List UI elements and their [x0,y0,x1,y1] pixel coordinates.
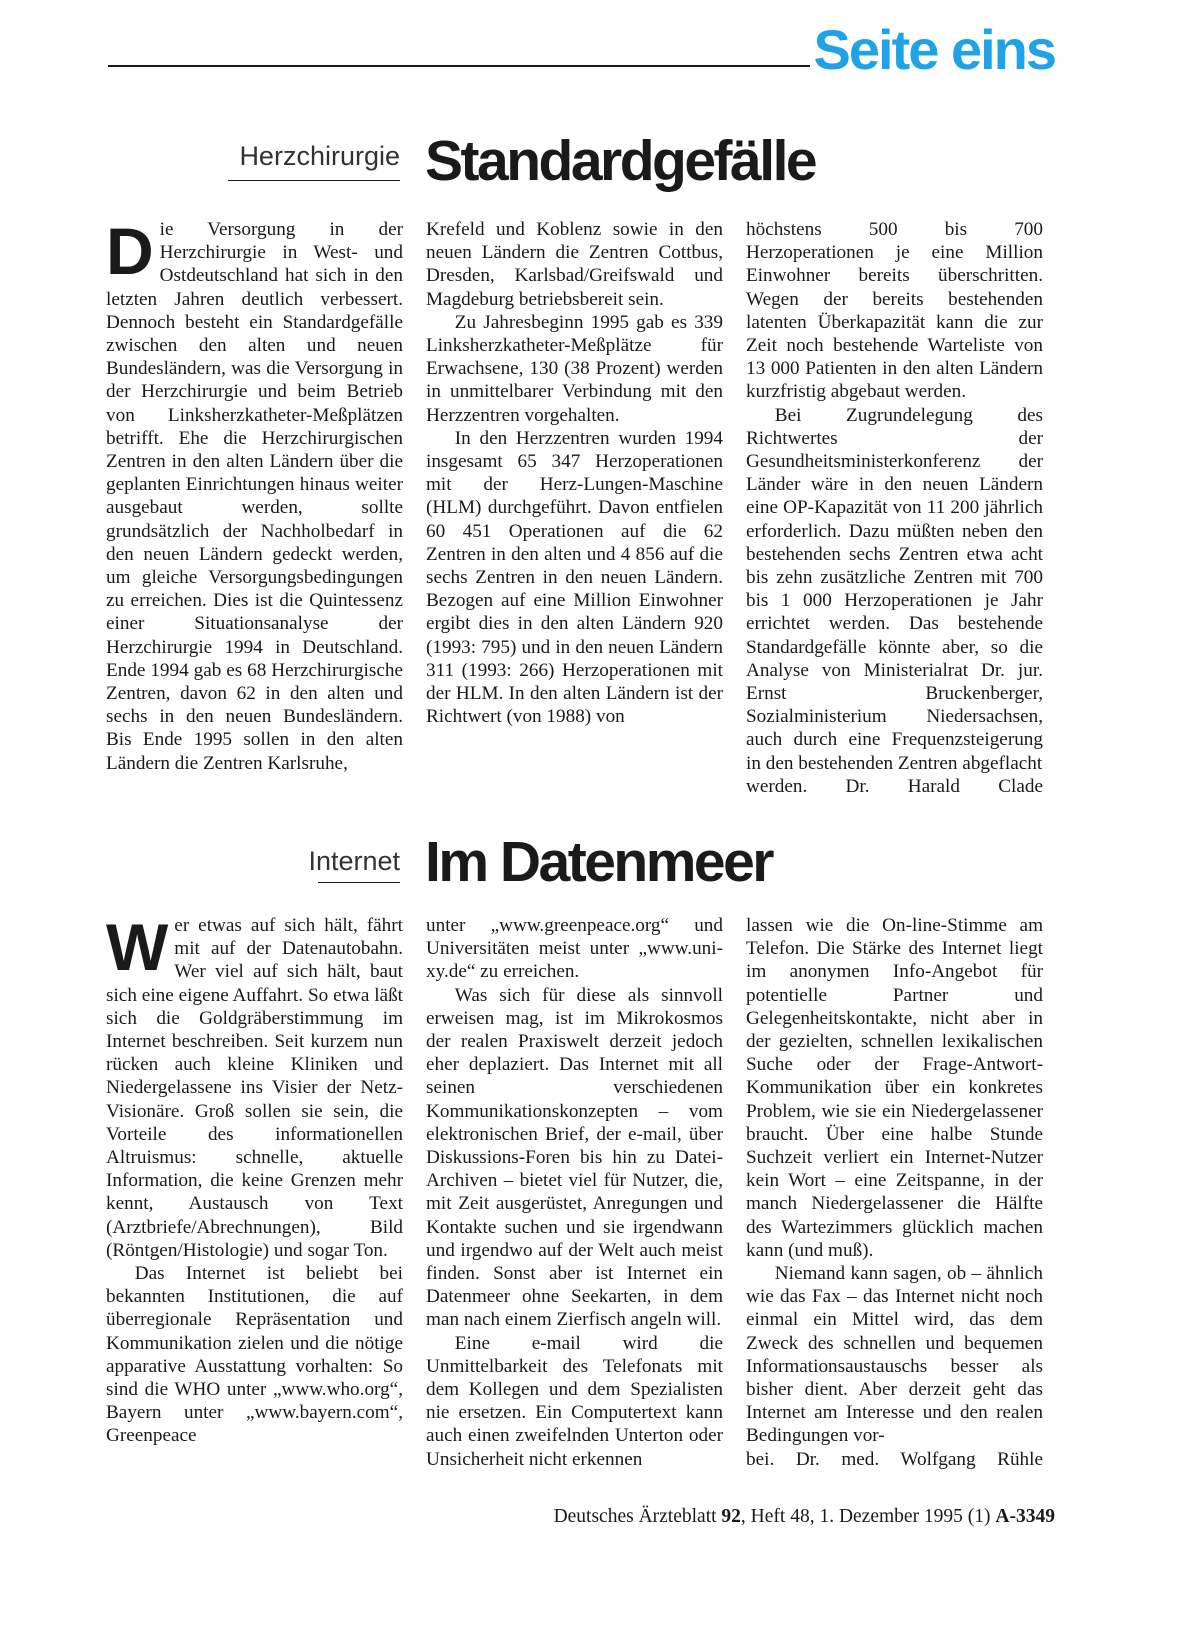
footer-volume: 92 [721,1506,741,1527]
article2-column-2 [426,914,723,1471]
article2-byline [746,1448,1043,1471]
section-label: Seite eins [813,18,1055,81]
article1-col2-paragraph-2: Zu Jahresbeginn 1995 gab es 339 Linksherzkatheter-Meßplätze für Erwachsene, 130 (38 Prozent) werden in unmittelbarer Verbindung mit den Herzzentren vorgehalten. [426,311,723,426]
article2-col2-paragraph-1: unter „www.greenpeace.org“ und Universitäten meist unter „www.uni-xy.de“ zu erreichen. [426,915,723,983]
page-footer [554,1506,1055,1528]
article2-col3-paragraph-1: lassen wie die On-line-Stimme am Telefon. Die Stärke des Internet liegt im anonymen Info-Angebot für potentielle Partner und Gelegenheitskontakte, nicht aber in der gezielten, schnellen lexikalischen Suche oder der Frage-Antwort-Kommunikation über ein konkretes Problem, wie sie ein Niedergelassener braucht. Über eine halbe Stunde Suchzeit verliert ein Internet-Nutzer kein Wort – eine Zeitspanne, in der manch Niedergelassener die Hälfte des Wartezimmers glücklich machen kann (und muß). [746,915,1043,1261]
article2-col2-paragraph-2: Was sich für diese als sinnvoll erweisen mag, ist im Mikrokosmos der realen Praxiswelt derzeit jedoch eher deplaziert. Das Internet mit all seinen verschiedenen Kommunikationskonzepten – vom elektronischen Brief, der e-mail, über Diskussions-Foren bis hin zu Datei-Archiven – bietet viel für Nutzer, die, mit Zeit ausgerüstet, Anregungen und Kontakte suchen und sie irgendwann und irgendwo auf der Welt auch meist finden. Sonst aber ist Internet ein Datenmeer ohne Seekarten, in dem man nach einem Zierfisch angeln will. [426,984,723,1331]
article1-headline: Standardgefälle [425,129,816,193]
article1-kicker-rule [228,180,400,181]
article1-byline [746,775,1043,798]
article1-author: Dr. Harald Clade [845,775,1043,797]
article1-col1-paragraph: Die Versorgung in der Herzchirurgie in West- und Ostdeutschland hat sich in den letzten Jahren deutlich verbessert. Dennoch besteht ein Standardgefälle zwischen den alten und neuen Bundesländern, was die Versorgung in der Herzchirurgie und beim Betrieb von Linksherzkatheter-Meßplätzen betrifft. Ehe die Herzchirurgischen Zentren in den alten Ländern über die geplanten Einrichtungen hinaus weiter ausgebaut werden, sollte grundsätzlich der Nachholbedarf in den neuen Ländern gedeckt werden, um gleiche Versorgungsbedingungen zu erreichen. Dies ist die Quintessenz einer Situationsanalyse der Herzchirurgie 1994 in Deutschland. Ende 1994 gab es 68 Herzchirurgische Zentren, davon 62 in den alten und sechs in den neuen Bundesländern. Bis Ende 1995 sollen in den alten Ländern die Zentren Karlsruhe, [106,214,403,774]
article1-kicker: Herzchirurgie [239,141,400,171]
article2-col1-paragraph-1: Wer etwas auf sich hält, fährt mit auf der Datenautobahn. Wer viel auf sich hält, baut sich eine eigene Auffahrt. So etwa läßt sich die Goldgräberstimmung im Internet beschreiben. Seit kurzem nun rücken auch kleine Kliniken und Niedergelassene ins Visier der Netz-Visionäre. Groß sollen sie sein, die Vorteile des informationellen Altruismus: schnelle, aktuelle Information, die keine Grenzen mehr kennt, Austausch von Text (Arztbriefe/Abrechnungen), Bild (Röntgen/Histologie) und sogar Ton. [106,910,403,1261]
article1-dropcap: D [106,214,154,288]
article2-column-1 [106,910,403,1448]
article2-col2-paragraph-3: Eine e-mail wird die Unmittelbarkeit des Telefonats mit dem Kollegen und dem Spezialisten nie ersetzen. Ein Computertext kann auch einen zweifelnden Unterton oder Unsicherheit nicht erkennen [426,1332,723,1470]
article1-col2-paragraph-1: Krefeld und Koblenz sowie in den neuen Ländern die Zentren Cottbus, Dresden, Karlsbad/Greifswald und Magdeburg betriebsbereit sein. [426,219,723,310]
footer-journal: Deutsches Ärzteblatt [553,1506,717,1527]
article1-column-2 [426,218,723,728]
article1-col3-paragraph-1: höchstens 500 bis 700 Herzoperationen je eine Million Einwohner bereits überschritten. Wegen der bereits bestehenden latenten Überkapazität kann die zur Zeit noch bestehende Warteliste von 13 000 Patienten in den alten Ländern kurzfristig abgebaut werden. [746,219,1043,403]
article2-kicker: Internet [308,846,400,876]
article1-col2-paragraph-3: In den Herzzentren wurden 1994 insgesamt 65 347 Herzoperationen mit der Herz-Lungen-Maschine (HLM) durchgeführt. Davon entfielen 60 451 Operationen auf die 62 Zentren in den alten und 4 856 auf die sechs Zentren in den neuen Ländern. Bezogen auf eine Million Einwohner ergibt dies in den alten Ländern 920 (1993: 795) und in den neuen Ländern 311 (1993: 266) Herzoperationen mit der HLM. In den alten Ländern ist der Richtwert (von 1988) von [426,427,723,728]
article2-col3-paragraph-2: Niemand kann sagen, ob – ähnlich wie das Fax – das Internet nicht noch einmal ein Mittel wird, das dem Zweck des schnellen und bequemen Informationsaustauschs besser als bisher dient. Aber derzeit geht das Internet am Interesse und den realen Bedingungen vor- [746,1263,1043,1447]
article2-headline: Im Datenmeer [425,830,772,894]
footer-page-number: A-3349 [995,1506,1055,1527]
article1-column-3 [746,218,1043,798]
footer-issue-date: , Heft 48, 1. Dezember 1995 (1) [740,1506,991,1527]
article2-col1-paragraph-2: Das Internet ist beliebt bei bekannten Institutionen, die auf überregionale Repräsentation und Kommunikation zielen und die nötige apparative Ausstattung vorhalten: So sind die WHO unter „www.who.org“, Bayern unter „www.bayern.com“, Greenpeace [106,1263,403,1447]
article2-author: Dr. med. Wolfgang Rühle [795,1448,1043,1470]
article2-closing-word: bei. [746,1448,775,1470]
article1-closing-word: werden. [746,775,808,797]
article1-column-1 [106,214,403,775]
article2-dropcap: W [106,910,169,984]
header-rule [108,65,810,67]
article2-kicker-rule [318,882,400,883]
article2-column-3 [746,914,1043,1471]
article1-col3-paragraph-2: Bei Zugrundelegung des Richtwertes der Gesundheitsministerkonferenz der Länder wäre in den neuen Ländern eine OP-Kapazität von 11 200 jährlich erforderlich. Dazu müßten neben den bestehenden sechs Zentren etwa acht bis zehn zusätzliche Zentren mit 700 bis 1 000 Herzoperationen je Jahr errichtet werden. Das bestehende Standardgefälle könnte aber, so die Analyse von Ministerialrat Dr. jur. Ernst Bruckenberger, Sozialministerium Niedersachsen, auch durch eine Frequenzsteigerung in den bestehenden Zentren abgeflacht [746,404,1043,774]
